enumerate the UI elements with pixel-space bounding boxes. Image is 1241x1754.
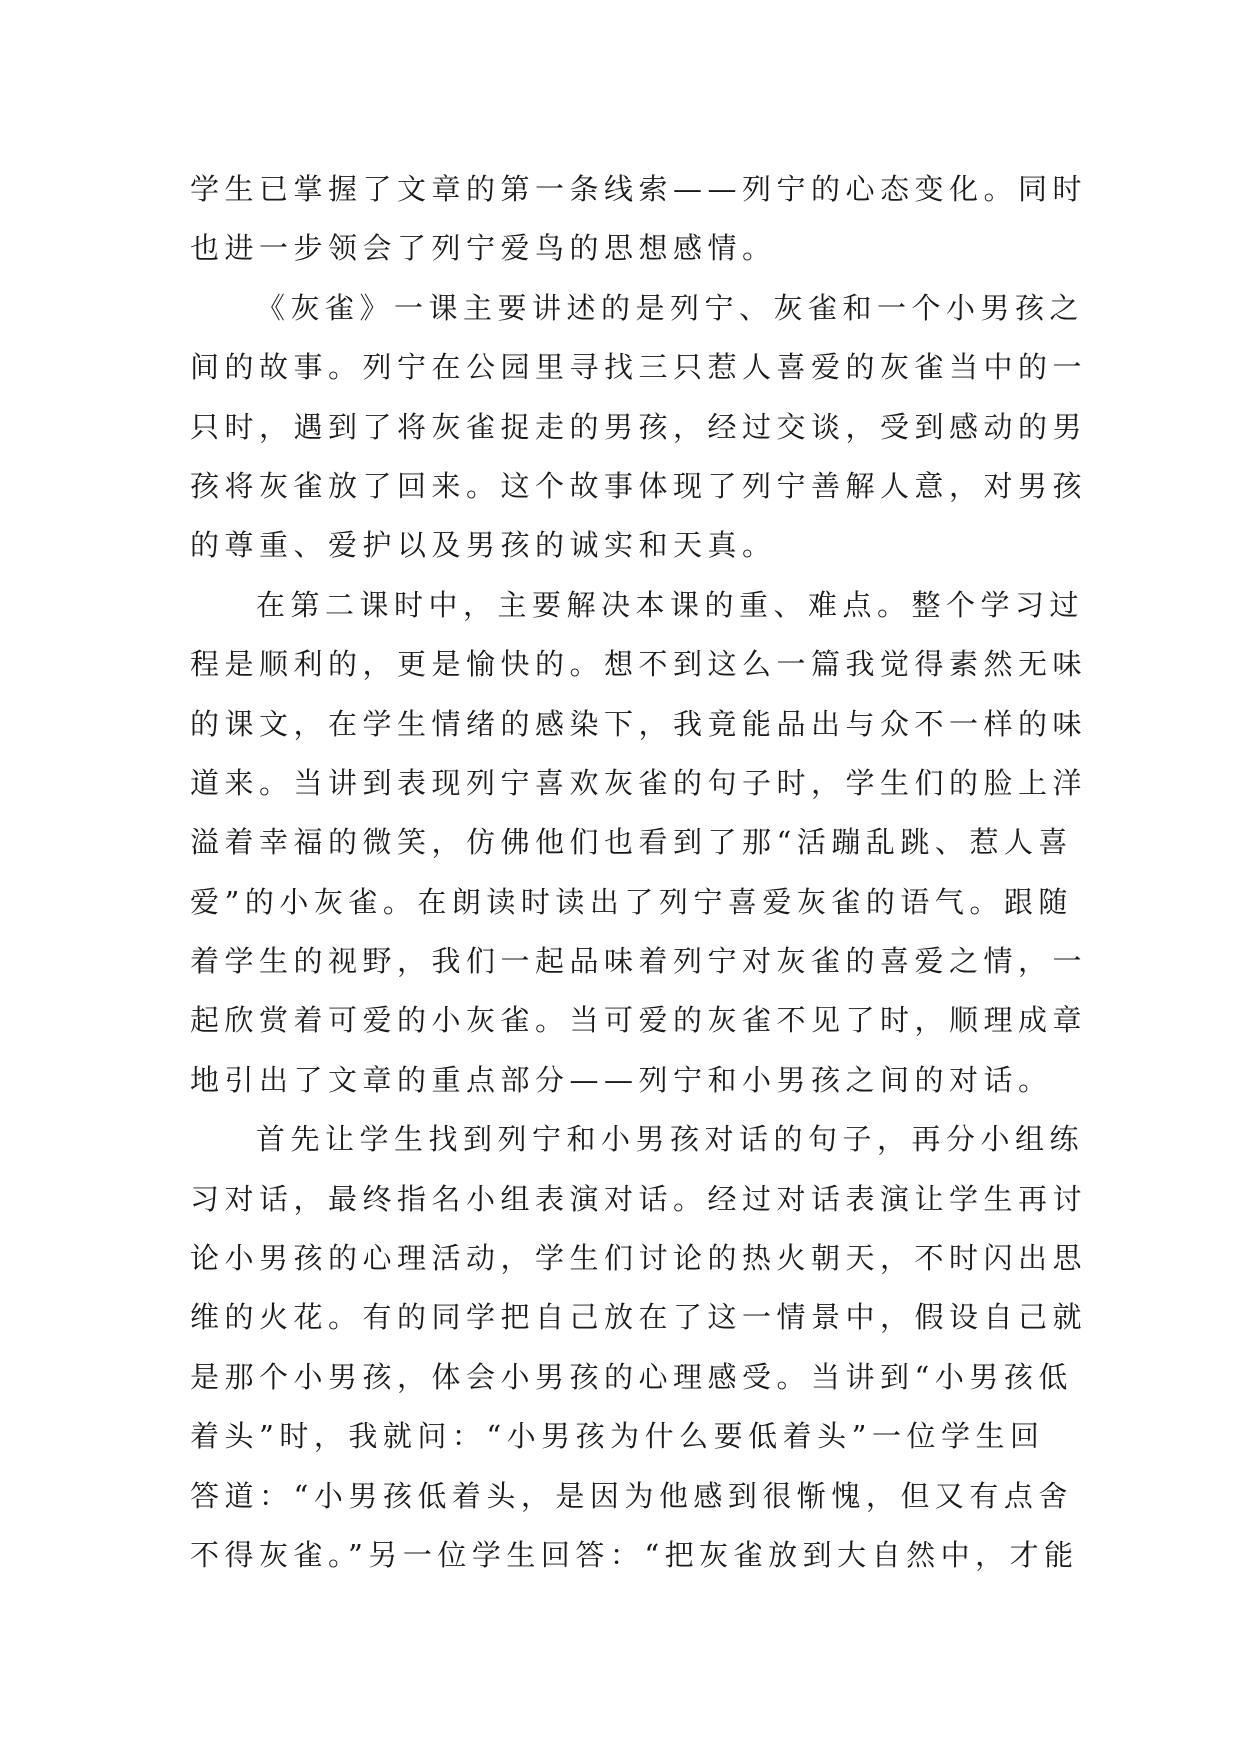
text-line: 是那个小男孩，体会小男孩的心理感受。当讲到“小男孩低 xyxy=(190,1359,1073,1394)
paragraph-start-line: 在第二课时中，主要解决本课的重、难点。整个学习过 xyxy=(256,587,1085,622)
text-line: 习对话，最终指名小组表演对话。经过对话表演让学生再讨 xyxy=(190,1181,1088,1216)
text-line: 的课文，在学生情绪的感染下，我竟能品出与众不一样的味 xyxy=(190,706,1088,741)
text-line: 程是顺利的，更是愉快的。想不到这么一篇我觉得素然无味 xyxy=(190,647,1088,682)
text-line: 孩将灰雀放了回来。这个故事体现了列宁善解人意，对男孩 xyxy=(190,468,1088,503)
paragraph-start-line: 《灰雀》一课主要讲述的是列宁、灰雀和一个小男孩之 xyxy=(256,290,1085,325)
text-line: 也进一步领会了列宁爱鸟的思想感情。 xyxy=(190,231,777,266)
text-line: 爱”的小灰雀。在朗读时读出了列宁喜爱灰雀的语气。跟随 xyxy=(190,884,1073,919)
text-line: 地引出了文章的重点部分——列宁和小男孩之间的对话。 xyxy=(190,1062,1053,1097)
text-line: 学生已掌握了文章的第一条线索——列宁的心态变化。同时 xyxy=(190,172,1088,206)
text-line: 只时，遇到了将灰雀捉走的男孩，经过交谈，受到感动的男 xyxy=(190,409,1088,444)
text-line: 论小男孩的心理活动，学生们讨论的热火朝天，不时闪出思 xyxy=(190,1241,1088,1276)
text-line: 不得灰雀。”另一位学生回答：“把灰雀放到大自然中，才能 xyxy=(190,1537,1079,1572)
text-line: 溢着幸福的微笑，仿佛他们也看到了那“活蹦乱跳、惹人喜 xyxy=(190,825,1073,860)
text-line: 答道：“小男孩低着头，是因为他感到很惭愧，但又有点舍 xyxy=(190,1478,1073,1513)
text-line: 间的故事。列宁在公园里寻找三只惹人喜爱的灰雀当中的一 xyxy=(190,350,1088,385)
paragraph-start-line: 首先让学生找到列宁和小男孩对话的句子，再分小组练 xyxy=(256,1122,1085,1157)
text-line: 的尊重、爱护以及男孩的诚实和天真。 xyxy=(190,528,777,563)
text-line: 起欣赏着可爱的小灰雀。当可爱的灰雀不见了时，顺理成章 xyxy=(190,1003,1088,1038)
body-text xyxy=(190,160,1088,1585)
text-line: 着头”时，我就问：“小男孩为什么要低着头”一位学生回 xyxy=(190,1419,1045,1454)
text-line: 着学生的视野，我们一起品味着列宁对灰雀的喜爱之情，一 xyxy=(190,944,1088,979)
text-line: 维的火花。有的同学把自己放在了这一情景中，假设自己就 xyxy=(190,1300,1088,1335)
text-line: 道来。当讲到表现列宁喜欢灰雀的句子时，学生们的脸上洋 xyxy=(190,765,1088,800)
